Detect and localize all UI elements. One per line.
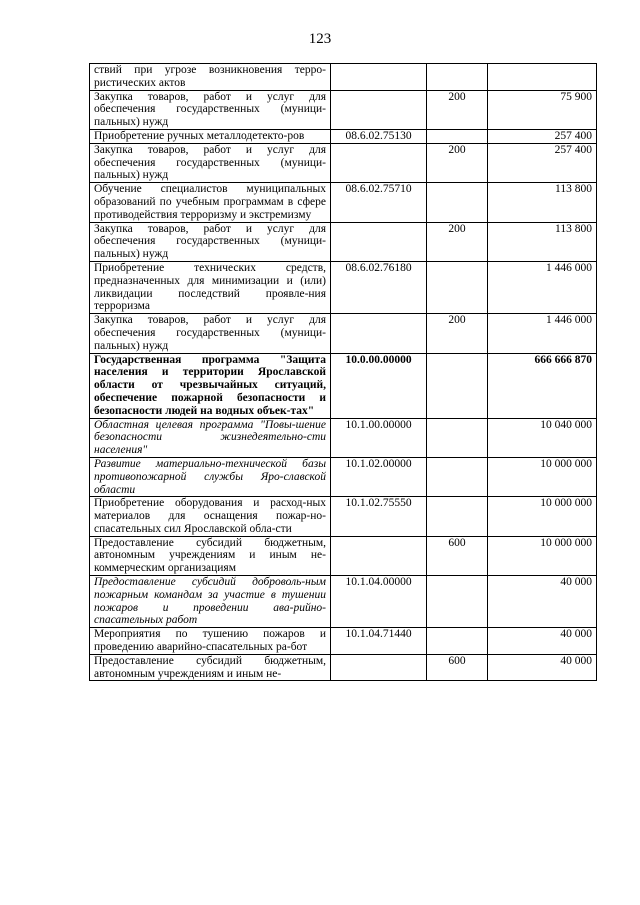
row-expense-type-cell	[427, 497, 488, 536]
row-expense-type-cell	[427, 261, 488, 313]
row-code-cell: 08.6.02.76180	[331, 261, 427, 313]
row-expense-type-cell: 200	[427, 143, 488, 182]
row-sum-cell: 113 800	[488, 183, 597, 222]
table-row	[90, 129, 597, 143]
row-expense-type-cell: 600	[427, 654, 488, 681]
row-name-cell: Закупка товаров, работ и услуг для обеспечения государственных (муници-пальных) нужд	[90, 222, 331, 261]
row-name-cell: Предоставление субсидий бюджетным, автономным учреждениям и иным не-коммерческим организациям	[90, 536, 331, 575]
row-sum-cell: 10 000 000	[488, 497, 597, 536]
row-code-cell	[331, 64, 427, 91]
row-expense-type-cell	[427, 183, 488, 222]
row-name-cell: Мероприятия по тушению пожаров и проведению аварийно-спасательных ра-бот	[90, 628, 331, 655]
table-row	[90, 314, 597, 353]
row-name-cell: Предоставление субсидий бюджетным, автономным учреждениям и иным не-	[90, 654, 331, 681]
row-name-cell: Обучение специалистов муниципальных образований по учебным программам в сфере противодействия терроризму и экстремизму	[90, 183, 331, 222]
row-name-cell: Закупка товаров, работ и услуг для обеспечения государственных (муници-пальных) нужд	[90, 90, 331, 129]
row-sum-cell: 10 040 000	[488, 418, 597, 457]
row-code-cell: 08.6.02.75130	[331, 129, 427, 143]
row-expense-type-cell	[427, 64, 488, 91]
row-sum-cell: 40 000	[488, 654, 597, 681]
row-code-cell	[331, 654, 427, 681]
row-sum-cell: 1 446 000	[488, 261, 597, 313]
row-name-cell: Закупка товаров, работ и услуг для обеспечения государственных (муници-пальных) нужд	[90, 143, 331, 182]
row-code-cell: 10.1.02.75550	[331, 497, 427, 536]
table-row	[90, 64, 597, 91]
row-code-cell: 10.1.04.71440	[331, 628, 427, 655]
row-sum-cell: 1 446 000	[488, 314, 597, 353]
row-name-cell: Государственная программа "Защита населения и территории Ярославской области от чрезвычайных ситуаций, обеспечение пожарной безопасности и безопасности людей на водных объек-тах"	[90, 353, 331, 418]
row-sum-cell: 113 800	[488, 222, 597, 261]
row-sum-cell: 10 000 000	[488, 457, 597, 496]
row-expense-type-cell	[427, 457, 488, 496]
row-code-cell: 10.1.04.00000	[331, 576, 427, 628]
row-sum-cell	[488, 64, 597, 91]
row-name-cell: Приобретение оборудования и расход-ных материалов для оснащения пожар-но-спасательных сил Ярославской обла-сти	[90, 497, 331, 536]
table-row	[90, 536, 597, 575]
row-expense-type-cell	[427, 129, 488, 143]
row-name-cell: Предоставление субсидий доброволь-ным пожарным командам за участие в тушении пожаров и проведении ава-рийно-спасательных работ	[90, 576, 331, 628]
row-sum-cell: 666 666 870	[488, 353, 597, 418]
budget-table	[89, 63, 597, 681]
row-code-cell: 08.6.02.75710	[331, 183, 427, 222]
table-row	[90, 497, 597, 536]
table-row	[90, 90, 597, 129]
row-sum-cell: 40 000	[488, 576, 597, 628]
row-name-cell: Развитие материально-технической базы противопожарной службы Яро-славской области	[90, 457, 331, 496]
row-sum-cell: 40 000	[488, 628, 597, 655]
table-row	[90, 654, 597, 681]
row-expense-type-cell	[427, 628, 488, 655]
row-code-cell	[331, 314, 427, 353]
row-sum-cell: 10 000 000	[488, 536, 597, 575]
row-code-cell	[331, 222, 427, 261]
row-expense-type-cell: 200	[427, 90, 488, 129]
row-sum-cell: 75 900	[488, 90, 597, 129]
row-code-cell	[331, 90, 427, 129]
row-name-cell: Закупка товаров, работ и услуг для обеспечения государственных (муници-пальных) нужд	[90, 314, 331, 353]
table-row	[90, 261, 597, 313]
table-row	[90, 143, 597, 182]
row-expense-type-cell	[427, 418, 488, 457]
page-number: 123	[308, 31, 332, 47]
row-sum-cell: 257 400	[488, 129, 597, 143]
row-expense-type-cell: 200	[427, 314, 488, 353]
row-sum-cell: 257 400	[488, 143, 597, 182]
table-row	[90, 222, 597, 261]
table-row	[90, 183, 597, 222]
row-expense-type-cell: 600	[427, 536, 488, 575]
table-row	[90, 457, 597, 496]
row-expense-type-cell	[427, 353, 488, 418]
table-row	[90, 576, 597, 628]
row-code-cell	[331, 536, 427, 575]
row-code-cell: 10.1.00.00000	[331, 418, 427, 457]
row-code-cell: 10.0.00.00000	[331, 353, 427, 418]
row-expense-type-cell	[427, 576, 488, 628]
row-code-cell: 10.1.02.00000	[331, 457, 427, 496]
row-expense-type-cell: 200	[427, 222, 488, 261]
table-row	[90, 628, 597, 655]
row-name-cell: Приобретение ручных металлодетекто-ров	[90, 129, 331, 143]
table-row	[90, 418, 597, 457]
row-name-cell: ствий при угрозе возникновения терро-ристических актов	[90, 64, 331, 91]
budget-table-body	[90, 64, 597, 681]
row-code-cell	[331, 143, 427, 182]
table-row	[90, 353, 597, 418]
row-name-cell: Приобретение технических средств, предназначенных для минимизации и (или) ликвидации последствий проявле-ния терроризма	[90, 261, 331, 313]
row-name-cell: Областная целевая программа "Повы-шение безопасности жизнедеятельно-сти населения"	[90, 418, 331, 457]
